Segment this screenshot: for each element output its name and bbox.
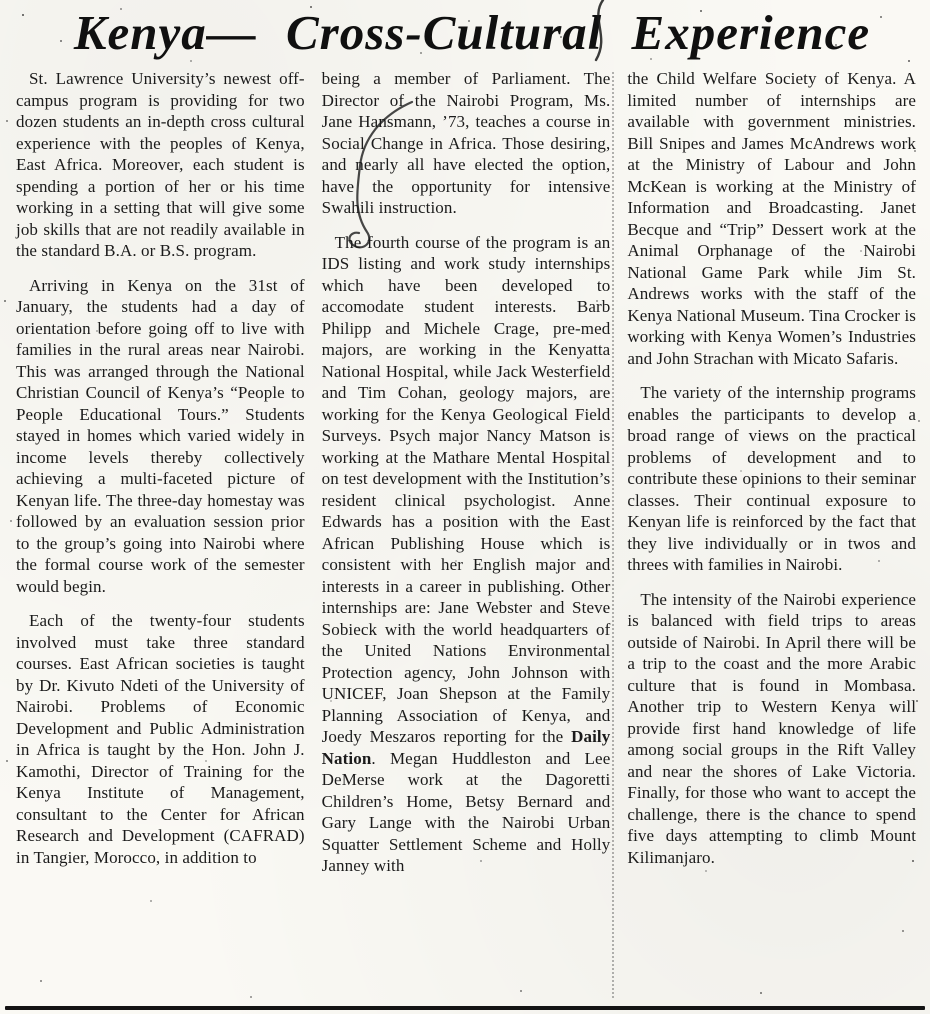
daily-nation-bold-text: Daily Nation bbox=[321, 727, 611, 768]
paragraph-courses: Each of the twenty-four students involved must take three standard courses. East African societies is taught by Dr. Kivuto Ndeti of the University of Nairobi. Problems of Economic Development and Public Administration in Africa is taught by the Hon. John J. Kamothi, Director of Training for the Kenya Institute of Management, consultant to the Center for African Research and Development (CAFRAD) in Tangier, Morocco, in addition to bbox=[16, 611, 305, 867]
paragraph-courses-continued: being a member of Parliament. The Director of the Nairobi Program, Ms. Jane Hansmann, ’73, teaches a course in Social Change in Africa. Those desiring, and nearly all have elected the option, have the opportunity for intensive Swahili instruction. bbox=[321, 69, 611, 217]
paragraph-internships-continued: the Child Welfare Society of Kenya. A limited number of internships are available with government ministries. Bill Snipes and James McAndrews work at the Ministry of Labour and John McKean is working at the Ministry of Information and Broadcasting. Janet Becque and “Trip” Dessert work at the Animal Orphanage of the Nairobi National Game Park while Jim St. Andrews works with the staff of the Kenya National Museum. Tina Crocker is working with Kenya Women’s Industries and John Strachan with Micato Safaris. bbox=[627, 69, 917, 368]
article-columns bbox=[0, 64, 930, 890]
column-3 bbox=[627, 68, 916, 890]
column-2 bbox=[322, 68, 611, 890]
bottom-rule bbox=[5, 1006, 925, 1010]
paragraph-variety: The variety of the internship programs enables the participants to develop a broad range of views on the practical problems of development and to contribute these opinions to their seminar classes. Their continual exposure to Kenyan life is reinforced by the fact that they live individually or in twos and threes with families in Nairobi. bbox=[627, 383, 917, 574]
paragraph-intro: St. Lawrence University’s newest off-campus program is providing for two dozen students an in-depth cross cultural experience with the peoples of Kenya, East Africa. Moreover, each student is spending a portion of her or his time working in a setting that will give some job skills that are not readily available in the standard B.A. or B.S. program. bbox=[16, 69, 305, 260]
internships-text-after: . Megan Huddleston and Lee DeMerse work at the Dagoretti Children’s Home, Betsy Bernard and Gary Lange with the Nairobi Urban Squatter Settlement Scheme and Holly Janney with bbox=[321, 748, 611, 875]
paragraph-arrival: Arriving in Kenya on the 31st of January, the students had a day of orientation before going off to live with families in the rural areas near Nairobi. This was arranged through the National Christian Council of Kenya’s “People to People Educational Tours.” Students stayed in homes which varied widely in income levels thereby collectively achieving a multi-faceted picture of Kenyan life. The three-day homestay was followed by an evaluation session prior to the group’s going into Nairobi where the formal course work of the semester would begin. bbox=[16, 275, 305, 596]
article-title: Kenya— Cross-Cultural Experience bbox=[73, 5, 871, 60]
column-1 bbox=[16, 68, 305, 890]
internships-text-before: The fourth course of the program is an IDS listing and work study internships which have been developed to accomodate student interests. Barb Philipp and Michele Crage, pre-med majors, are working in the Kenyatta National Hospital, while Jack Westerfield and Tim Cohan, geology majors, are working for the Kenya Geological Field Surveys. Psych major Nancy Matson is working at the Mathare Mental Hospital on test development with the Institution’s resident clinical psychologist. Anne Edwards has a position with the East African Publishing House which is consistent with her English major and interests in a career in publishing. Other internships are: Jane Webster and Steve Sobieck with the world headquarters of the United Nations Environmental Protection agency, John Johnson with UNICEF, Joan Shepson at the Family Planning Association of Kenya, and Joedy Meszaros reporting for the bbox=[321, 232, 611, 746]
paragraph-field-trips: The intensity of the Nairobi experience is balanced with field trips to areas outside of Nairobi. In April there will be a trip to the coast and the more Arabic culture that is found in Mombasa. Another trip to Western Kenya will provide first hand knowledge of life among social groups in the Rift Valley and near the shores of Lake Victoria. Finally, for those who want to accept the challenge, there is the chance to spend five days attempting to climb Mount Kilimanjaro. bbox=[627, 589, 917, 867]
paragraph-internships bbox=[322, 232, 611, 877]
